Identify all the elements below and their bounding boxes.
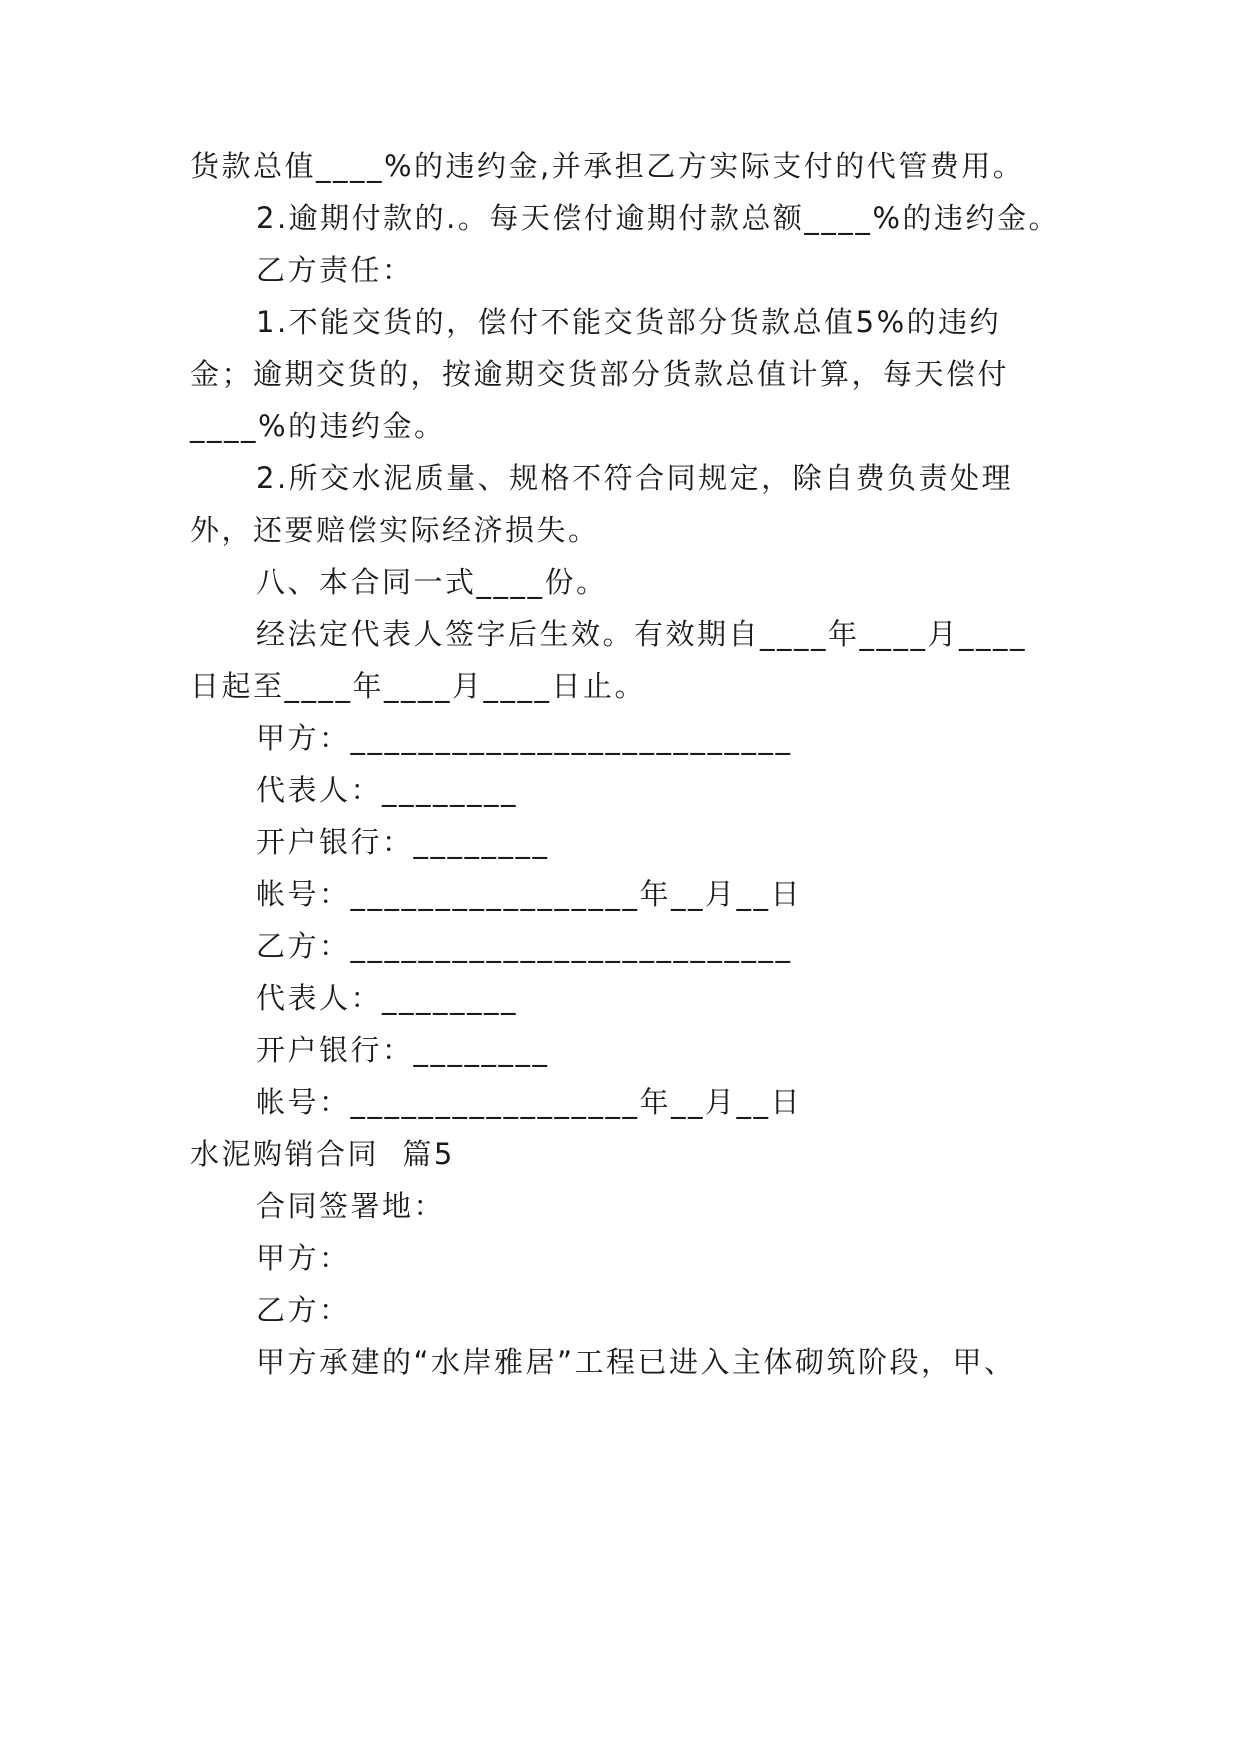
representative-field: 代表人：________ [256,981,519,1015]
text-line: 金；逾期交货的，按逾期交货部分货款总值计算，每天偿付 [190,357,1010,391]
text-line: 1.不能交货的，偿付不能交货部分货款总值5%的违约 [256,305,1002,339]
party-b-label: 乙方： [256,1293,351,1327]
text-line: 日起至____年____月____日止。 [190,669,647,703]
text-line: 货款总值____%的违约金,并承担乙方实际支付的代管费用。 [190,149,1025,183]
signing-place: 合同签署地： [256,1189,446,1223]
party-a-label: 甲方： [256,1241,351,1275]
text-line: 经法定代表人签字后生效。有效期自____年____月____ [256,617,1028,651]
text-line: ____%的违约金。 [190,409,446,443]
text-line: 2.所交水泥质量、规格不符合同规定，除自费负责处理 [256,461,1014,495]
text-line: 2.逾期付款的.。每天偿付逾期付款总额____%的违约金。 [256,201,1060,235]
account-date-field: 帐号：_________________年__月__日 [256,877,803,911]
text-line: 外，还要赔偿实际经济损失。 [190,513,600,547]
bank-field: 开户银行：________ [256,825,550,859]
text-line: 甲方承建的“水岸雅居”工程已进入主体砌筑阶段，甲、 [256,1345,1016,1379]
representative-field: 代表人：________ [256,773,519,807]
party-b-field: 乙方：__________________________ [256,929,793,963]
party-a-field: 甲方：__________________________ [256,721,793,755]
bank-field: 开户银行：________ [256,1033,550,1067]
section-heading: 乙方责任： [256,253,414,287]
text-line: 八、本合同一式____份。 [256,565,608,599]
section-title: 水泥购销合同 篇5 [190,1137,455,1171]
account-date-field: 帐号：_________________年__月__日 [256,1085,803,1119]
